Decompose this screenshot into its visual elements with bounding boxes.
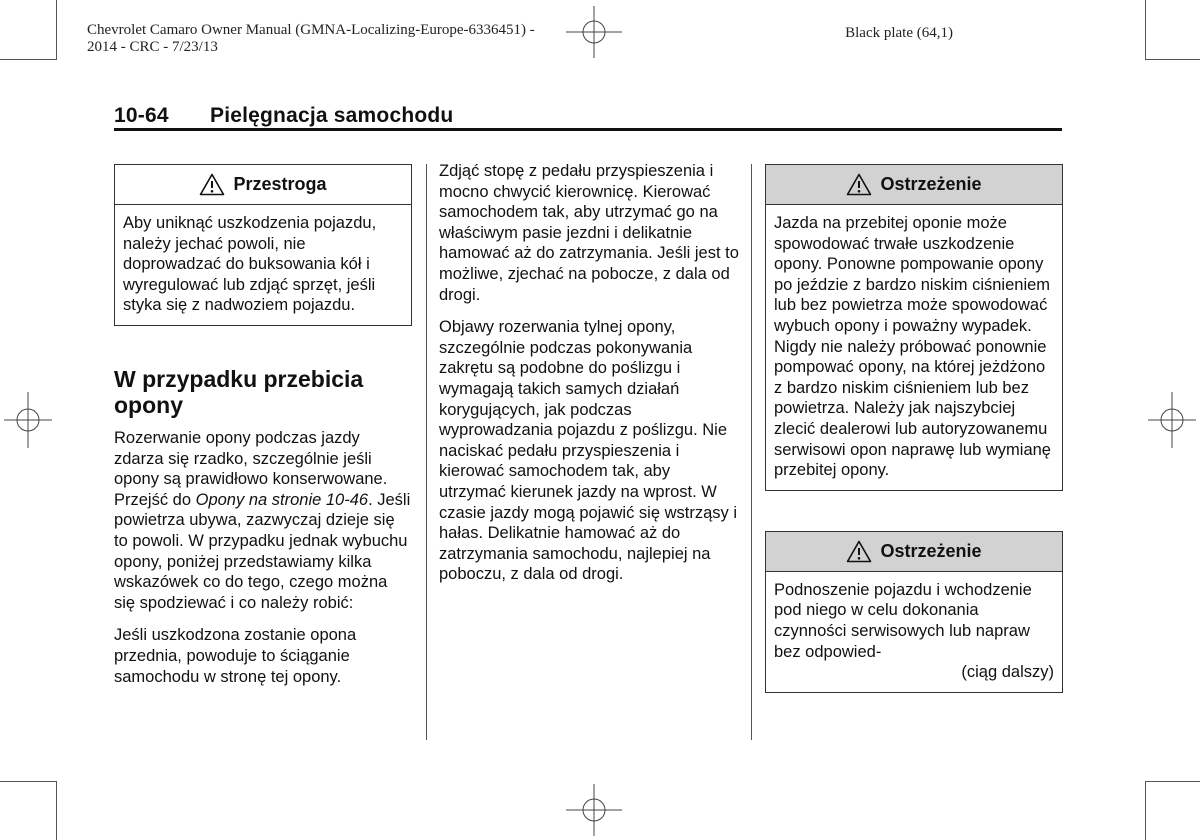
column-3 [765, 164, 1063, 733]
crosshair-registration-icon [566, 6, 622, 58]
black-plate-label: Black plate (64,1) [845, 25, 953, 41]
warning-body: Jazda na przebitej oponie może spowodować trwałe uszkodzenie opony. Ponowne pompowanie opony po jeździe z bardzo niskim ciśnieniem lub bez powietrza może spowodować wybuch opony i poważny wypadek. Nigdy nie należy próbować ponownie pompować opony, na której jeżdżono z bardzo niskim ciśnieniem lub bez powietrza. Należy jak najszybciej zlecić dealerowi lub autoryzowanemu serwisowi opon naprawę lub wymianę przebitej opony. [774, 214, 1051, 480]
warning-heading: Ostrzeżenie [880, 540, 982, 561]
section-paragraph-2: Jeśli uszkodzona zostanie opona przednia, powoduje to ściąganie samochodu w stronę tej opony. [114, 626, 357, 686]
warning-triangle-icon [846, 173, 872, 196]
warning-header [766, 165, 1062, 205]
column-divider [751, 164, 752, 740]
crop-mark [1145, 0, 1146, 60]
crop-mark [1146, 59, 1200, 60]
warning-header [766, 532, 1062, 572]
print-meta-line2: 2014 - CRC - 7/23/13 [87, 39, 218, 55]
section-paragraph-1: Rozerwanie opony podczas jazdy zdarza się rzadko, szczególnie jeśli opony są prawidłowo konserwowane. Przejść do Opony na stronie 10-46. Jeśli powietrza ubywa, zazwyczaj dzieje się to powoli. W przypadku jednak wybuchu opony, poniżej przedstawiamy kilka wskazówek co do tego, czego można się spodziewać i co należy robić: [114, 428, 411, 612]
column2-paragraph-2: Objawy rozerwania tylnej opony, szczególnie podczas pokonywania zakrętu są podobne do poślizgu i wymagają takich samych działań korygujących, jak podczas wyprowadzania pojazdu z poślizgu. Nie naciskać pedału przyspieszenia i kierować samochodem tak, aby utrzymać kierunek jazdy na wprost. W czasie jazdy mogą pojawić się wstrząsy i hałas. Delikatnie hamować aż do zatrzymania samochodu, najlepiej na poboczu, z dala od drogi. [439, 318, 738, 584]
caution-body: Aby uniknąć uszkodzenia pojazdu, należy jechać powoli, nie doprowadzać do buksowania kół i wyregulować lub zdjąć sprzęt, jeśli styka się z nadwoziem pojazdu. [123, 214, 377, 315]
warning-triangle-icon [199, 173, 225, 196]
warning-heading: Ostrzeżenie [880, 174, 982, 195]
warning-triangle-icon [846, 540, 872, 563]
caution-header [115, 165, 411, 205]
cross-reference: Opony na stronie 10-46 [195, 490, 369, 509]
crosshair-registration-icon [566, 784, 622, 836]
crop-mark [1146, 781, 1200, 782]
warning-text: Podnoszenie pojazdu i wchodzenie pod niego w celu dokonania czynności serwisowych lub napraw bez odpowied- [774, 580, 1032, 661]
page-header [114, 104, 453, 128]
caution-heading: Przestroga [233, 174, 327, 195]
crosshair-registration-icon [1148, 392, 1196, 448]
header-rule [114, 128, 1062, 131]
chapter-title: Pielęgnacja samochodu [210, 104, 454, 127]
warning-box [765, 531, 1063, 693]
column2-paragraph-1: Zdjąć stopę z pedału przyspieszenia i mocno chwycić kierownicę. Kierować samochodem tak, aby utrzymać go na właściwym pasie jezdni i delikatnie hamować aż do zatrzymania. Jeśli jest to możliwe, zjechać na pobocze, z dala od drogi. [439, 162, 739, 304]
crop-mark [0, 59, 56, 60]
crop-mark [56, 781, 57, 840]
crop-mark [1145, 781, 1146, 840]
section-title: W przypadku przebicia opony [114, 365, 364, 418]
print-meta-line1: Chevrolet Camaro Owner Manual (GMNA-Localizing-Europe-6336451) - [87, 22, 535, 38]
column-1 [114, 164, 412, 699]
warning-box [765, 164, 1063, 491]
warning-body [766, 572, 1062, 692]
crop-mark [0, 781, 56, 782]
caution-box [114, 164, 412, 326]
continued-label: (ciąg dalszy) [961, 663, 1054, 682]
crosshair-registration-icon [4, 392, 52, 448]
column-divider [426, 164, 427, 740]
column-2 [439, 161, 741, 597]
crop-mark [56, 0, 57, 60]
page-number: 10-64 [114, 104, 169, 127]
print-metadata [87, 22, 535, 56]
